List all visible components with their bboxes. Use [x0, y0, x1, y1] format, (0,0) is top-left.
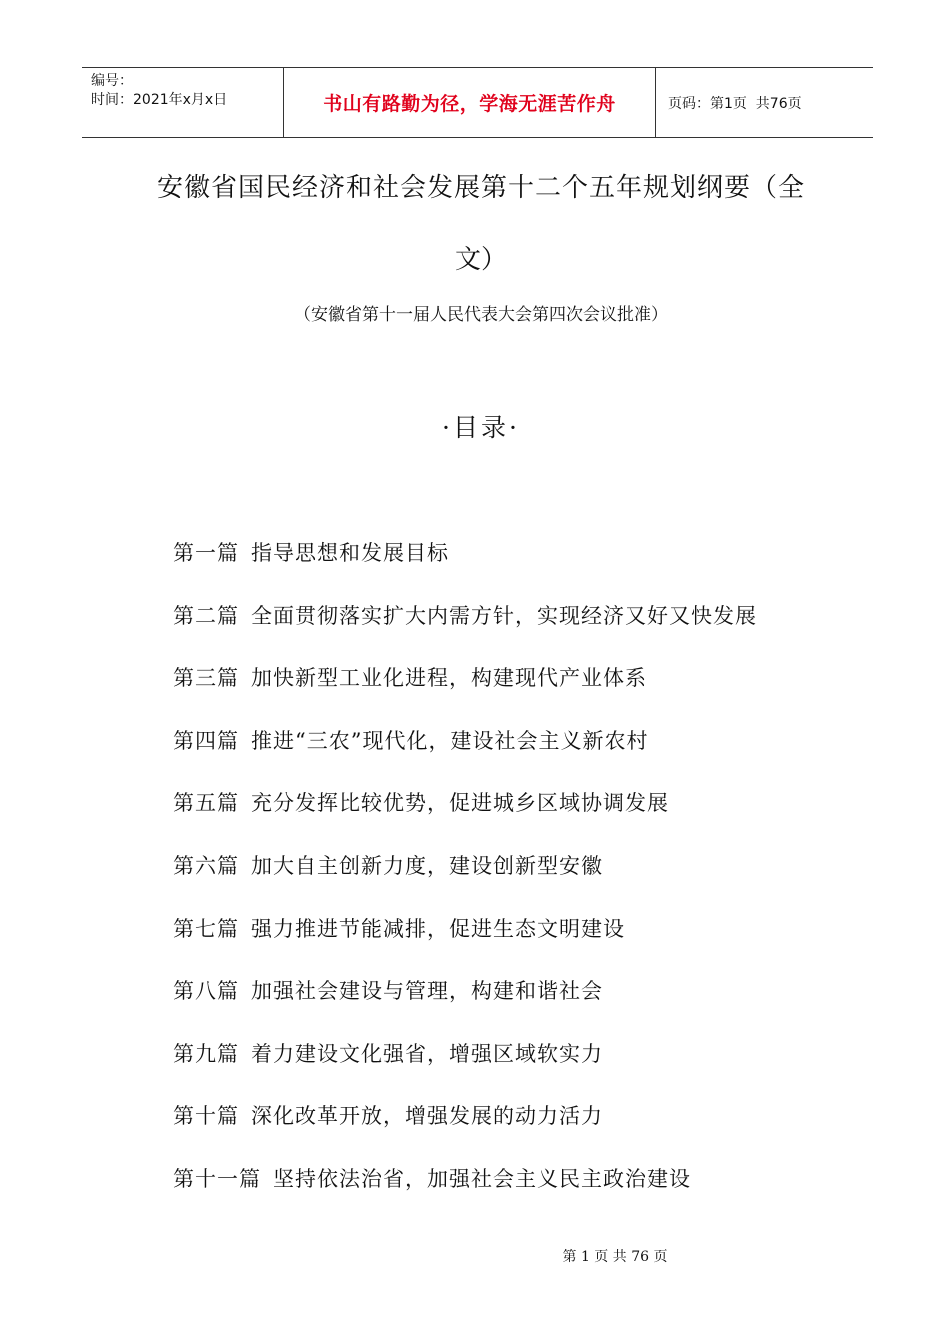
header-motto: 书山有路勤为径，学海无涯苦作舟 — [323, 93, 616, 115]
toc-item-number: 第三篇 — [173, 666, 239, 691]
header-meta — [82, 68, 283, 137]
toc-item-title: 加强社会建设与管理，构建和谐社会 — [251, 979, 603, 1004]
toc-item-number: 第八篇 — [173, 979, 239, 1004]
document-subtitle: （安徽省第十一届人民代表大会第四次会议批准） — [294, 305, 668, 325]
toc-item-number: 第二篇 — [173, 603, 239, 628]
toc-item-title: 全面贯彻落实扩大内需方针，实现经济又好又快发展 — [251, 603, 757, 628]
toc-item-title: 充分发挥比较优势，促进城乡区域协调发展 — [251, 791, 669, 816]
toc-item[interactable] — [173, 846, 757, 909]
toc-item[interactable] — [173, 971, 757, 1034]
toc-item-number: 第七篇 — [173, 916, 239, 941]
toc-item-title: 深化改革开放，增强发展的动力活力 — [251, 1104, 603, 1129]
toc-item[interactable] — [173, 721, 757, 784]
toc-item-number: 第十一篇 — [173, 1166, 261, 1191]
toc-item-title: 推进“三农”现代化，建设社会主义新农村 — [251, 728, 649, 753]
toc-item-number: 第六篇 — [173, 853, 239, 878]
toc-item-number: 第五篇 — [173, 791, 239, 816]
toc-item-title: 指导思想和发展目标 — [251, 541, 449, 565]
toc-item-number: 第九篇 — [173, 1041, 239, 1066]
document-time: 时间：2021年x月x日 — [91, 92, 228, 108]
toc-item-number: 第十篇 — [173, 1104, 239, 1129]
document-number-label: 编号： — [91, 73, 133, 89]
page-footer: 第 1 页 共 76 页 — [562, 1249, 668, 1265]
header-page-cell — [656, 68, 873, 137]
toc-item-title: 坚持依法治省，加强社会主义民主政治建设 — [273, 1166, 691, 1191]
toc-item[interactable] — [173, 1034, 757, 1097]
toc-item-title: 强力推进节能减排，促进生态文明建设 — [251, 916, 625, 941]
toc-item-title: 加大自主创新力度，建设创新型安徽 — [251, 853, 603, 878]
toc-heading: ·目录· — [442, 413, 520, 442]
document-title-line-1: 安徽省国民经济和社会发展第十二个五年规划纲要（全 — [156, 173, 805, 203]
toc-item[interactable] — [173, 533, 757, 596]
toc-item-title: 着力建设文化强省，增强区域软实力 — [251, 1041, 603, 1066]
toc-item-number: 第四篇 — [173, 728, 239, 753]
toc-item[interactable] — [173, 596, 757, 659]
toc-item[interactable] — [173, 909, 757, 972]
toc-item[interactable] — [173, 658, 757, 721]
toc-item-title: 加快新型工业化进程，构建现代产业体系 — [251, 666, 647, 691]
header-motto-cell — [283, 68, 656, 137]
toc-item[interactable] — [173, 1159, 757, 1222]
toc-item[interactable] — [173, 1096, 757, 1159]
toc-item-number: 第一篇 — [173, 541, 239, 565]
table-of-contents — [173, 533, 757, 1222]
document-title-line-2: 文） — [454, 245, 507, 275]
header-page-info: 页码：第1页 共76页 — [668, 95, 802, 112]
document-header — [82, 67, 873, 138]
toc-item[interactable] — [173, 783, 757, 846]
